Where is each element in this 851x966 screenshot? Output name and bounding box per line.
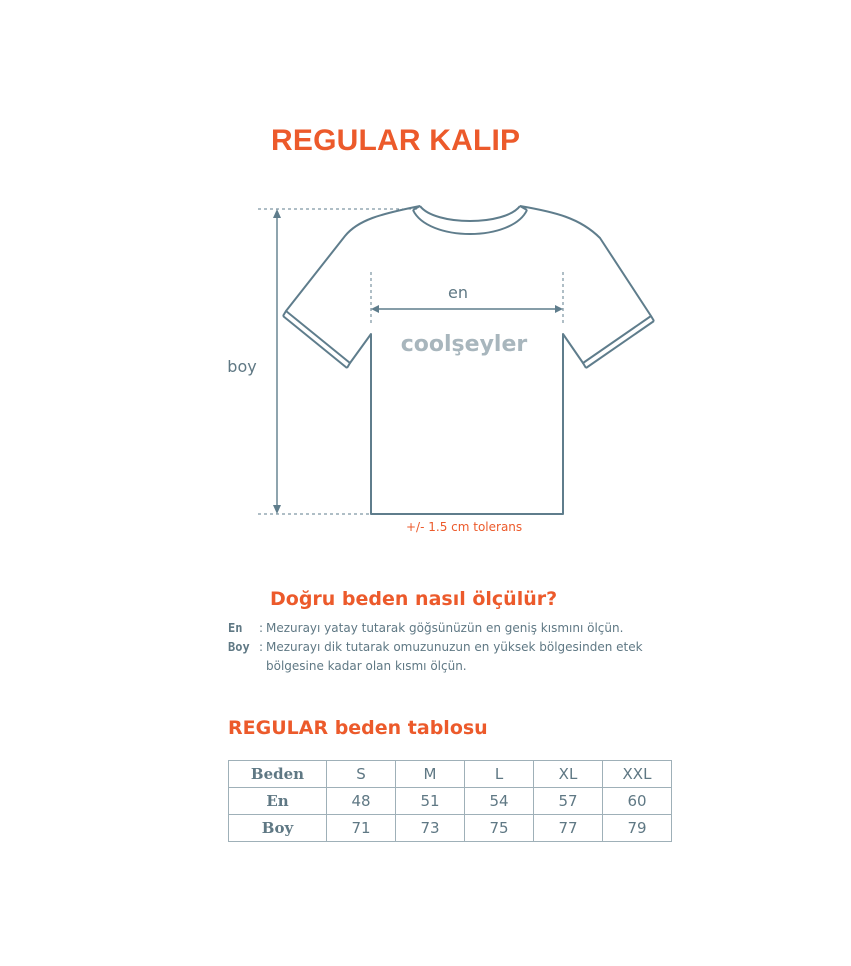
table-header-cell: XXL bbox=[603, 761, 672, 788]
instruction-text: Mezurayı dik tutarak omuzunuzun en yüksek bölgesinden etek bölgesine kadar olan kısmı ölçün. bbox=[266, 640, 643, 673]
table-cell: 48 bbox=[327, 788, 396, 815]
table-row-label: Boy bbox=[229, 815, 327, 842]
instruction-label: En bbox=[228, 621, 243, 635]
table-header-row bbox=[229, 761, 672, 788]
howto-title: Doğru beden nasıl ölçülür? bbox=[270, 588, 558, 610]
table-header-cell: L bbox=[465, 761, 534, 788]
table-cell: 60 bbox=[603, 788, 672, 815]
height-label: boy bbox=[227, 357, 257, 376]
tolerance-note: +/- 1.5 cm tolerans bbox=[406, 520, 523, 534]
collar bbox=[420, 206, 520, 221]
brand-logo: coolşeyler bbox=[400, 332, 528, 357]
table-cell: 71 bbox=[327, 815, 396, 842]
table-cell: 57 bbox=[534, 788, 603, 815]
table-row bbox=[229, 815, 672, 842]
size-table-title: REGULAR beden tablosu bbox=[228, 717, 488, 739]
page-title: REGULAR KALIP bbox=[271, 124, 521, 157]
table-row bbox=[229, 788, 672, 815]
table-row-label: En bbox=[229, 788, 327, 815]
width-label: en bbox=[448, 283, 468, 302]
instruction-text: Mezurayı yatay tutarak göğsünüzün en geniş kısmını ölçün. bbox=[266, 621, 624, 635]
table-cell: 51 bbox=[396, 788, 465, 815]
instruction-boy: Boy : Mezurayı dik tutarak omuzunuzun en yüksek bölgesinden etek bölgesine kadar olan kısmı ölçün. bbox=[228, 638, 688, 678]
instruction-en: En : Mezurayı yatay tutarak göğsünüzün en geniş kısmını ölçün. bbox=[228, 619, 688, 639]
table-cell: 54 bbox=[465, 788, 534, 815]
table-cell: 73 bbox=[396, 815, 465, 842]
table-cell: 77 bbox=[534, 815, 603, 842]
table-header-cell: S bbox=[327, 761, 396, 788]
table-cell: 75 bbox=[465, 815, 534, 842]
table-header-cell: XL bbox=[534, 761, 603, 788]
table-cell: 79 bbox=[603, 815, 672, 842]
table-header-cell: Beden bbox=[229, 761, 327, 788]
size-table bbox=[228, 760, 672, 842]
table-header-cell: M bbox=[396, 761, 465, 788]
instruction-label: Boy bbox=[228, 640, 250, 654]
